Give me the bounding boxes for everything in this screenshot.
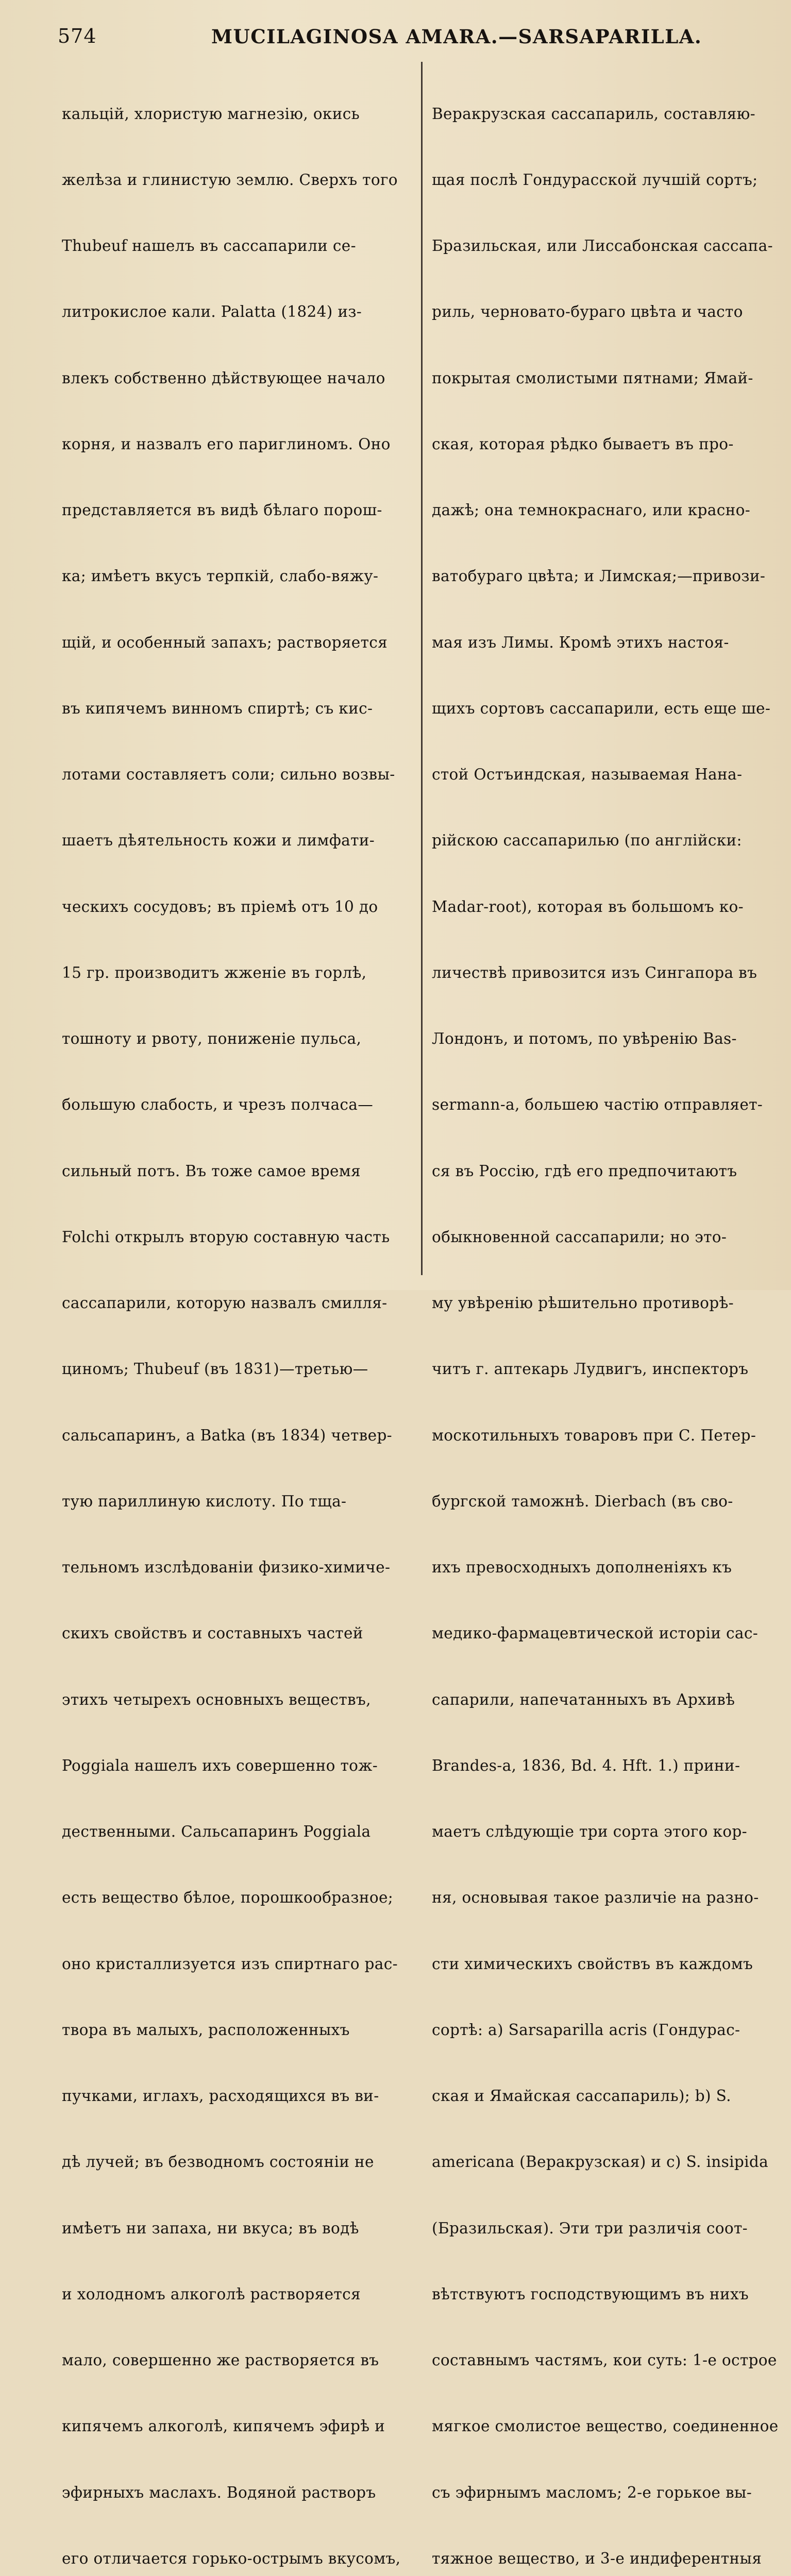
left-line: ческихъ сосудовъ; въ пріемѣ отъ 10 до [62,897,378,916]
running-head-title: MUCILAGINOSA AMARA.—SARSAPARILLA. [211,25,702,48]
left-line: сильный потъ. Въ тоже самое время [62,1162,361,1180]
right-line: ня, основывая такое различіе на разно- [432,1889,759,1907]
left-line: ка; имѣетъ вкусъ терпкій, слабо-вяжу- [62,567,379,585]
right-line: бургской таможнѣ. Dierbach (въ сво- [432,1492,733,1510]
left-line: литрокислое кали. Palatta (1824) из- [62,303,362,321]
right-line: вѣтствуютъ господствующимъ въ нихъ [432,2285,749,2303]
right-line: сти химическихъ свойствъ въ каждомъ [432,1955,753,1973]
right-line: москотильныхъ товаровъ при С. Петер- [432,1426,756,1444]
left-line: пучками, иглахъ, расходящихся въ ви- [62,2087,379,2105]
right-line: дажѣ; она темнокраснаго, или красно- [432,501,751,519]
right-line: Brandes-а, 1836, Bd. 4. Hft. 1.) прини- [432,1756,740,1774]
left-line: твора въ малыхъ, расположенныхъ [62,2021,350,2039]
right-line: съ эфирнымъ масломъ; 2-е горькое вы- [432,2483,752,2501]
right-line: медико-фармацевтической исторіи сас- [432,1624,759,1642]
right-line: тяжное вещество, и 3-е индиферентныя [432,2549,762,2567]
left-line: 15 гр. производитъ жженіе въ горлѣ, [62,963,367,981]
left-line: Poggiala нашелъ ихъ совершенно тож- [62,1756,378,1774]
right-line: americana (Веракрузская) и c) S. insipida [432,2153,769,2171]
right-line: Madar-root), которая въ большомъ ко- [432,897,744,916]
left-line: его отличается горько-острымъ вкусомъ, [62,2549,401,2567]
column-divider [421,62,423,1275]
right-line: му увѣренію рѣшительно противорѣ- [432,1294,734,1312]
right-line: сортѣ: a) Sarsaparilla acris (Гондурас- [432,2021,740,2039]
left-line: корня, и назвалъ его париглиномъ. Оно [62,435,391,453]
right-line: ватобураго цвѣта; и Лимская;—привози- [432,567,766,585]
right-line: щихъ сортовъ сассапарили, есть еще ше- [432,699,771,717]
right-line: Лондонъ, и потомъ, по увѣренію Bas- [432,1030,737,1047]
right-line: покрытая смолистыми пятнами; Ямай- [432,369,753,387]
left-line: сальсапаринъ, а Batka (въ 1834) четвер- [62,1426,392,1444]
left-line: кальцій, хлористую магнезію, окись [62,105,360,123]
right-line: рійскою сассапарилью (по англійски: [432,832,742,850]
right-line: ская и Ямайская сассапариль); b) S. [432,2087,731,2105]
right-line: составнымъ частямъ, кои суть: 1-е острое [432,2351,777,2369]
left-line: лотами составляетъ соли; сильно возвы- [62,766,395,783]
left-line: этихъ четырехъ основныхъ веществъ, [62,1690,371,1708]
right-line: ся въ Россію, гдѣ его предпочитаютъ [432,1162,737,1180]
left-text-column [62,59,412,2576]
left-line: дественными. Сальсапаринъ Poggiala [62,1823,371,1840]
page-number: 574 [58,25,97,47]
right-line: ская, которая рѣдко бываетъ въ про- [432,435,734,453]
left-line: Folchi открылъ вторую составную часть [62,1228,390,1246]
right-line: Веракрузская сассапариль, составляю- [432,105,755,123]
right-line: читъ г. аптекарь Лудвигъ, инспекторъ [432,1360,749,1378]
left-line: дѣ лучей; въ безводномъ состояніи не [62,2153,374,2171]
right-line: маетъ слѣдующіе три сорта этого кор- [432,1823,747,1840]
left-line: представляется въ видѣ бѣлаго порош- [62,501,382,519]
right-line: риль, черновато-бураго цвѣта и часто [432,303,743,321]
left-line: скихъ свойствъ и составныхъ частей [62,1624,363,1642]
right-text-column [432,59,787,2576]
left-line: циномъ; Thubeuf (въ 1831)—третью— [62,1360,368,1378]
left-line: желѣза и глинистую землю. Сверхъ того [62,171,398,189]
right-line: мая изъ Лимы. Кромѣ этихъ настоя- [432,633,729,651]
right-line: щая послѣ Гондурасской лучшій сортъ; [432,171,758,189]
right-line: ихъ превосходныхъ дополненіяхъ къ [432,1558,732,1576]
left-line: кипячемъ алкоголѣ, кипячемъ эфирѣ и [62,2417,385,2435]
left-line: тую париллиную кислоту. По тща- [62,1492,347,1510]
left-line: есть вещество бѣлое, порошкообразное; [62,1889,394,1907]
left-line: имѣетъ ни запаха, ни вкуса; въ водѣ [62,2219,359,2237]
right-line: (Бразильская). Эти три различія соот- [432,2219,748,2237]
left-line: и холодномъ алкоголѣ растворяется [62,2285,361,2303]
right-line: стой Остъиндская, называемая Нана- [432,766,743,783]
right-line: sermann-а, большею частію отправляет- [432,1096,763,1114]
right-line: Бразильская, или Лиссабонская сассапа- [432,237,773,255]
left-line: оно кристаллизуется изъ спиртнаго рас- [62,1955,398,1973]
right-line: мягкое смолистое вещество, соединенное [432,2417,779,2435]
left-line: влекъ собственно дѣйствующее начало [62,369,385,387]
left-line: Thubeuf нашелъ въ сассапарили се- [62,237,356,255]
left-line: тошноту и рвоту, пониженіе пульса, [62,1030,362,1047]
right-line: личествѣ привозится изъ Сингапора въ [432,963,758,981]
left-line: щій, и особенный запахъ; растворяется [62,633,388,651]
right-line: обыкновенной сассапарили; но это- [432,1228,727,1246]
left-line: большую слабость, и чрезъ полчаса— [62,1096,374,1114]
right-line: сапарили, напечатанныхъ въ Архивѣ [432,1690,735,1708]
left-line: мало, совершенно же растворяется въ [62,2351,379,2369]
page-header [58,25,733,53]
left-line: тельномъ изслѣдованіи физико-химиче- [62,1558,391,1576]
left-line: сассапарили, которую назвалъ смилля- [62,1294,388,1312]
left-line: въ кипячемъ винномъ спиртѣ; съ кис- [62,699,373,717]
left-line: эфирныхъ маслахъ. Водяной растворъ [62,2483,376,2501]
left-line: шаетъ дѣятельность кожи и лимфати- [62,832,375,850]
